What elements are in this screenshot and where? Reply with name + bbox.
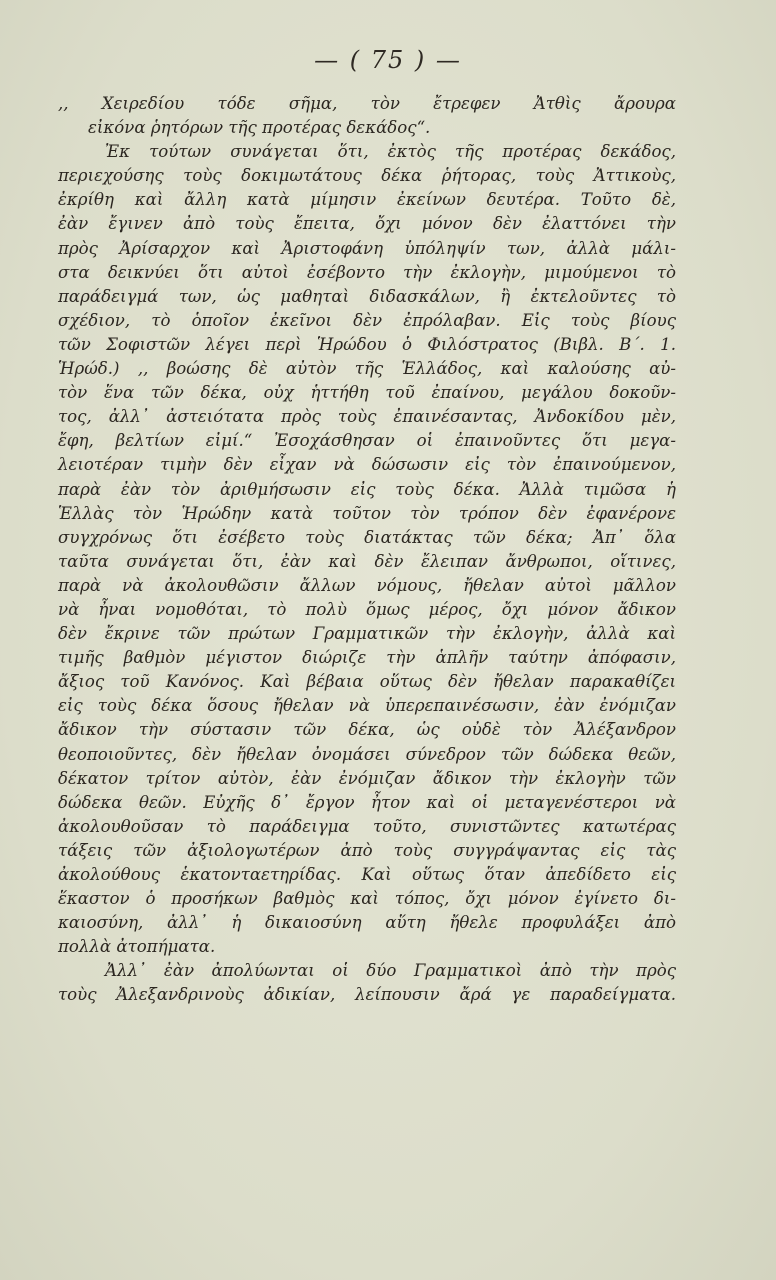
text-line: Ἑλλὰς τὸν Ἡρώδην κατὰ τοῦτον τὸν τρόπον δὲν ἐφανέρονε: [58, 503, 676, 523]
page-number: — ( 75 ) —: [314, 46, 462, 74]
text-line: ἐὰν ἔγινεν ἀπὸ τοὺς ἔπειτα, ὄχι μόνον δὲν ἐλαττόνει τὴν: [58, 214, 676, 234]
text-line: λειοτέραν τιμὴν δὲν εἶχαν νὰ δώσωσιν εἰς τὸν ἐπαινούμενον,: [58, 455, 676, 475]
text-line: τος, ἀλλ᾽ ἀστειότατα πρὸς τοὺς ἐπαινέσαντας, Ἀνδοκίδου μὲν,: [58, 407, 676, 427]
text-line: τοὺς Ἀλεξανδρινοὺς ἀδικίαν, λείπουσιν ἄρά γε παραδείγματα.: [58, 985, 676, 1005]
text-line: ταῦτα συνάγεται ὅτι, ἐὰν καὶ δὲν ἔλειπαν ἄνθρωποι, οἵτινες,: [58, 551, 676, 571]
text-line: τῶν Σοφιστῶν λέγει περὶ Ἡρώδου ὁ Φιλόστρατος (Βιβλ. Β΄. 1.: [58, 334, 676, 354]
text-line: πρὸς Ἀρίσαρχον καὶ Ἀριστοφάνη ὑπόληψίν των, ἀλλὰ μάλι-: [58, 238, 676, 258]
text-line: ἀκολουθοῦσαν τὸ παράδειγμα τοῦτο, συνιστῶντες κατωτέρας: [58, 816, 676, 836]
text-line: εἰς τοὺς δέκα ὅσους ἤθελαν νὰ ὑπερεπαινέσωσιν, ἐὰν ἐνόμιζαν: [58, 696, 676, 716]
text-line: στα δεικνύει ὅτι αὐτοὶ ἐσέβοντο τὴν ἐκλογὴν, μιμούμενοι τὸ: [58, 262, 676, 282]
text-line: θεοποιοῦντες, δὲν ἤθελαν ὀνομάσει σύνεδρον τῶν δώδεκα θεῶν,: [58, 744, 676, 764]
text-line: περιεχούσης τοὺς δοκιμωτάτους δέκα ῥήτορας, τοὺς Ἀττικοὺς,: [58, 166, 676, 186]
text-line: ,, Χειρεδίου τόδε σῆμα, τὸν ἔτρεφεν Ἀτθὶς ἄρουρα: [58, 94, 676, 113]
text-line: ἄξιος τοῦ Κανόνος. Καὶ βέβαια οὕτως δὲν ἤθελαν παρακαθίζει: [58, 672, 676, 692]
text-line: καιοσύνη, ἀλλ᾽ ἡ δικαιοσύνη αὕτη ἤθελε προφυλάξει ἀπὸ: [58, 913, 676, 933]
text-line: τιμῆς βαθμὸν μέγιστον διώριζε τὴν ἁπλῆν ταύτην ἀπόφασιν,: [58, 648, 676, 668]
text-line: δέκατον τρίτον αὐτὸν, ἐὰν ἐνόμιζαν ἄδικον τὴν ἐκλογὴν τῶν: [58, 768, 676, 788]
text-line: παράδειγμά των, ὡς μαθηταὶ διδασκάλων, ἢ ἐκτελοῦντες τὸ: [58, 286, 676, 306]
text-line: Ἀλλ᾽ ἐὰν ἀπολύωνται οἱ δύο Γραμματικοὶ ἀπὸ τὴν πρὸς: [105, 961, 676, 981]
text-line: ἕκαστον ὁ προσήκων βαθμὸς καὶ τόπος, ὄχι μόνον ἐγίνετο δι-: [58, 889, 676, 909]
text-line: συγχρόνως ὅτι ἐσέβετο τοὺς διατάκτας τῶν δέκα; Ἀπ᾽ ὅλα: [58, 527, 676, 547]
text-line: παρὰ νὰ ἀκολουθῶσιν ἄλλων νόμους, ἤθελαν αὐτοὶ μᾶλλον: [58, 575, 676, 595]
body-text: [58, 92, 676, 1008]
text-line: νὰ ἦναι νομοθόται, τὸ πολὺ ὅμως μέρος, ὄχι μόνον ἄδικον: [58, 599, 676, 619]
text-line: εἰκόνα ῥητόρων τῆς προτέρας δεκάδος“.: [88, 118, 431, 138]
text-line: τὸν ἕνα τῶν δέκα, οὐχ ἡττήθη τοῦ ἐπαίνου, μεγάλου δοκοῦν-: [58, 383, 676, 403]
text-line: ἐκρίθη καὶ ἄλλη κατὰ μίμησιν ἐκείνων δευτέρα. Τοῦτο δὲ,: [58, 190, 676, 210]
text-line: παρὰ ἐὰν τὸν ἀριθμήσωσιν εἰς τοὺς δέκα. Ἀλλὰ τιμῶσα ἡ: [58, 479, 676, 499]
text-line: ἀκολούθους ἑκατονταετηρίδας. Καὶ οὕτως ὅταν ἀπεδίδετο εἰς: [58, 865, 676, 884]
text-line: ἔφη, βελτίων εἰμί.“ Ἐσοχάσθησαν οἱ ἐπαινοῦντες ὅτι μεγα-: [58, 431, 676, 451]
text-line: ἄδικον τὴν σύστασιν τῶν δέκα, ὡς οὐδὲ τὸν Ἀλέξανδρον: [58, 720, 676, 740]
text-line: Ἡρώδ.) ,, βοώσης δὲ αὐτὸν τῆς Ἑλλάδος, καὶ καλούσης αὐ-: [58, 359, 676, 379]
text-line: δὲν ἔκρινε τῶν πρώτων Γραμματικῶν τὴν ἐκλογὴν, ἀλλὰ καὶ: [58, 624, 676, 644]
text-line: δώδεκα θεῶν. Εὐχῆς δ᾽ ἔργον ἦτον καὶ οἱ μεταγενέστεροι νὰ: [58, 792, 676, 812]
text-line: Ἐκ τούτων συνάγεται ὅτι, ἐκτὸς τῆς προτέρας δεκάδος,: [105, 142, 676, 162]
text-line: πολλὰ ἀτοπήματα.: [58, 937, 216, 957]
text-line: τάξεις τῶν ἀξιολογωτέρων ἀπὸ τοὺς συγγράψαντας εἰς τὰς: [58, 840, 676, 860]
text-line: σχέδιον, τὸ ὁποῖον ἐκεῖνοι δὲν ἐπρόλαβαν. Εἰς τοὺς βίους: [58, 310, 676, 330]
